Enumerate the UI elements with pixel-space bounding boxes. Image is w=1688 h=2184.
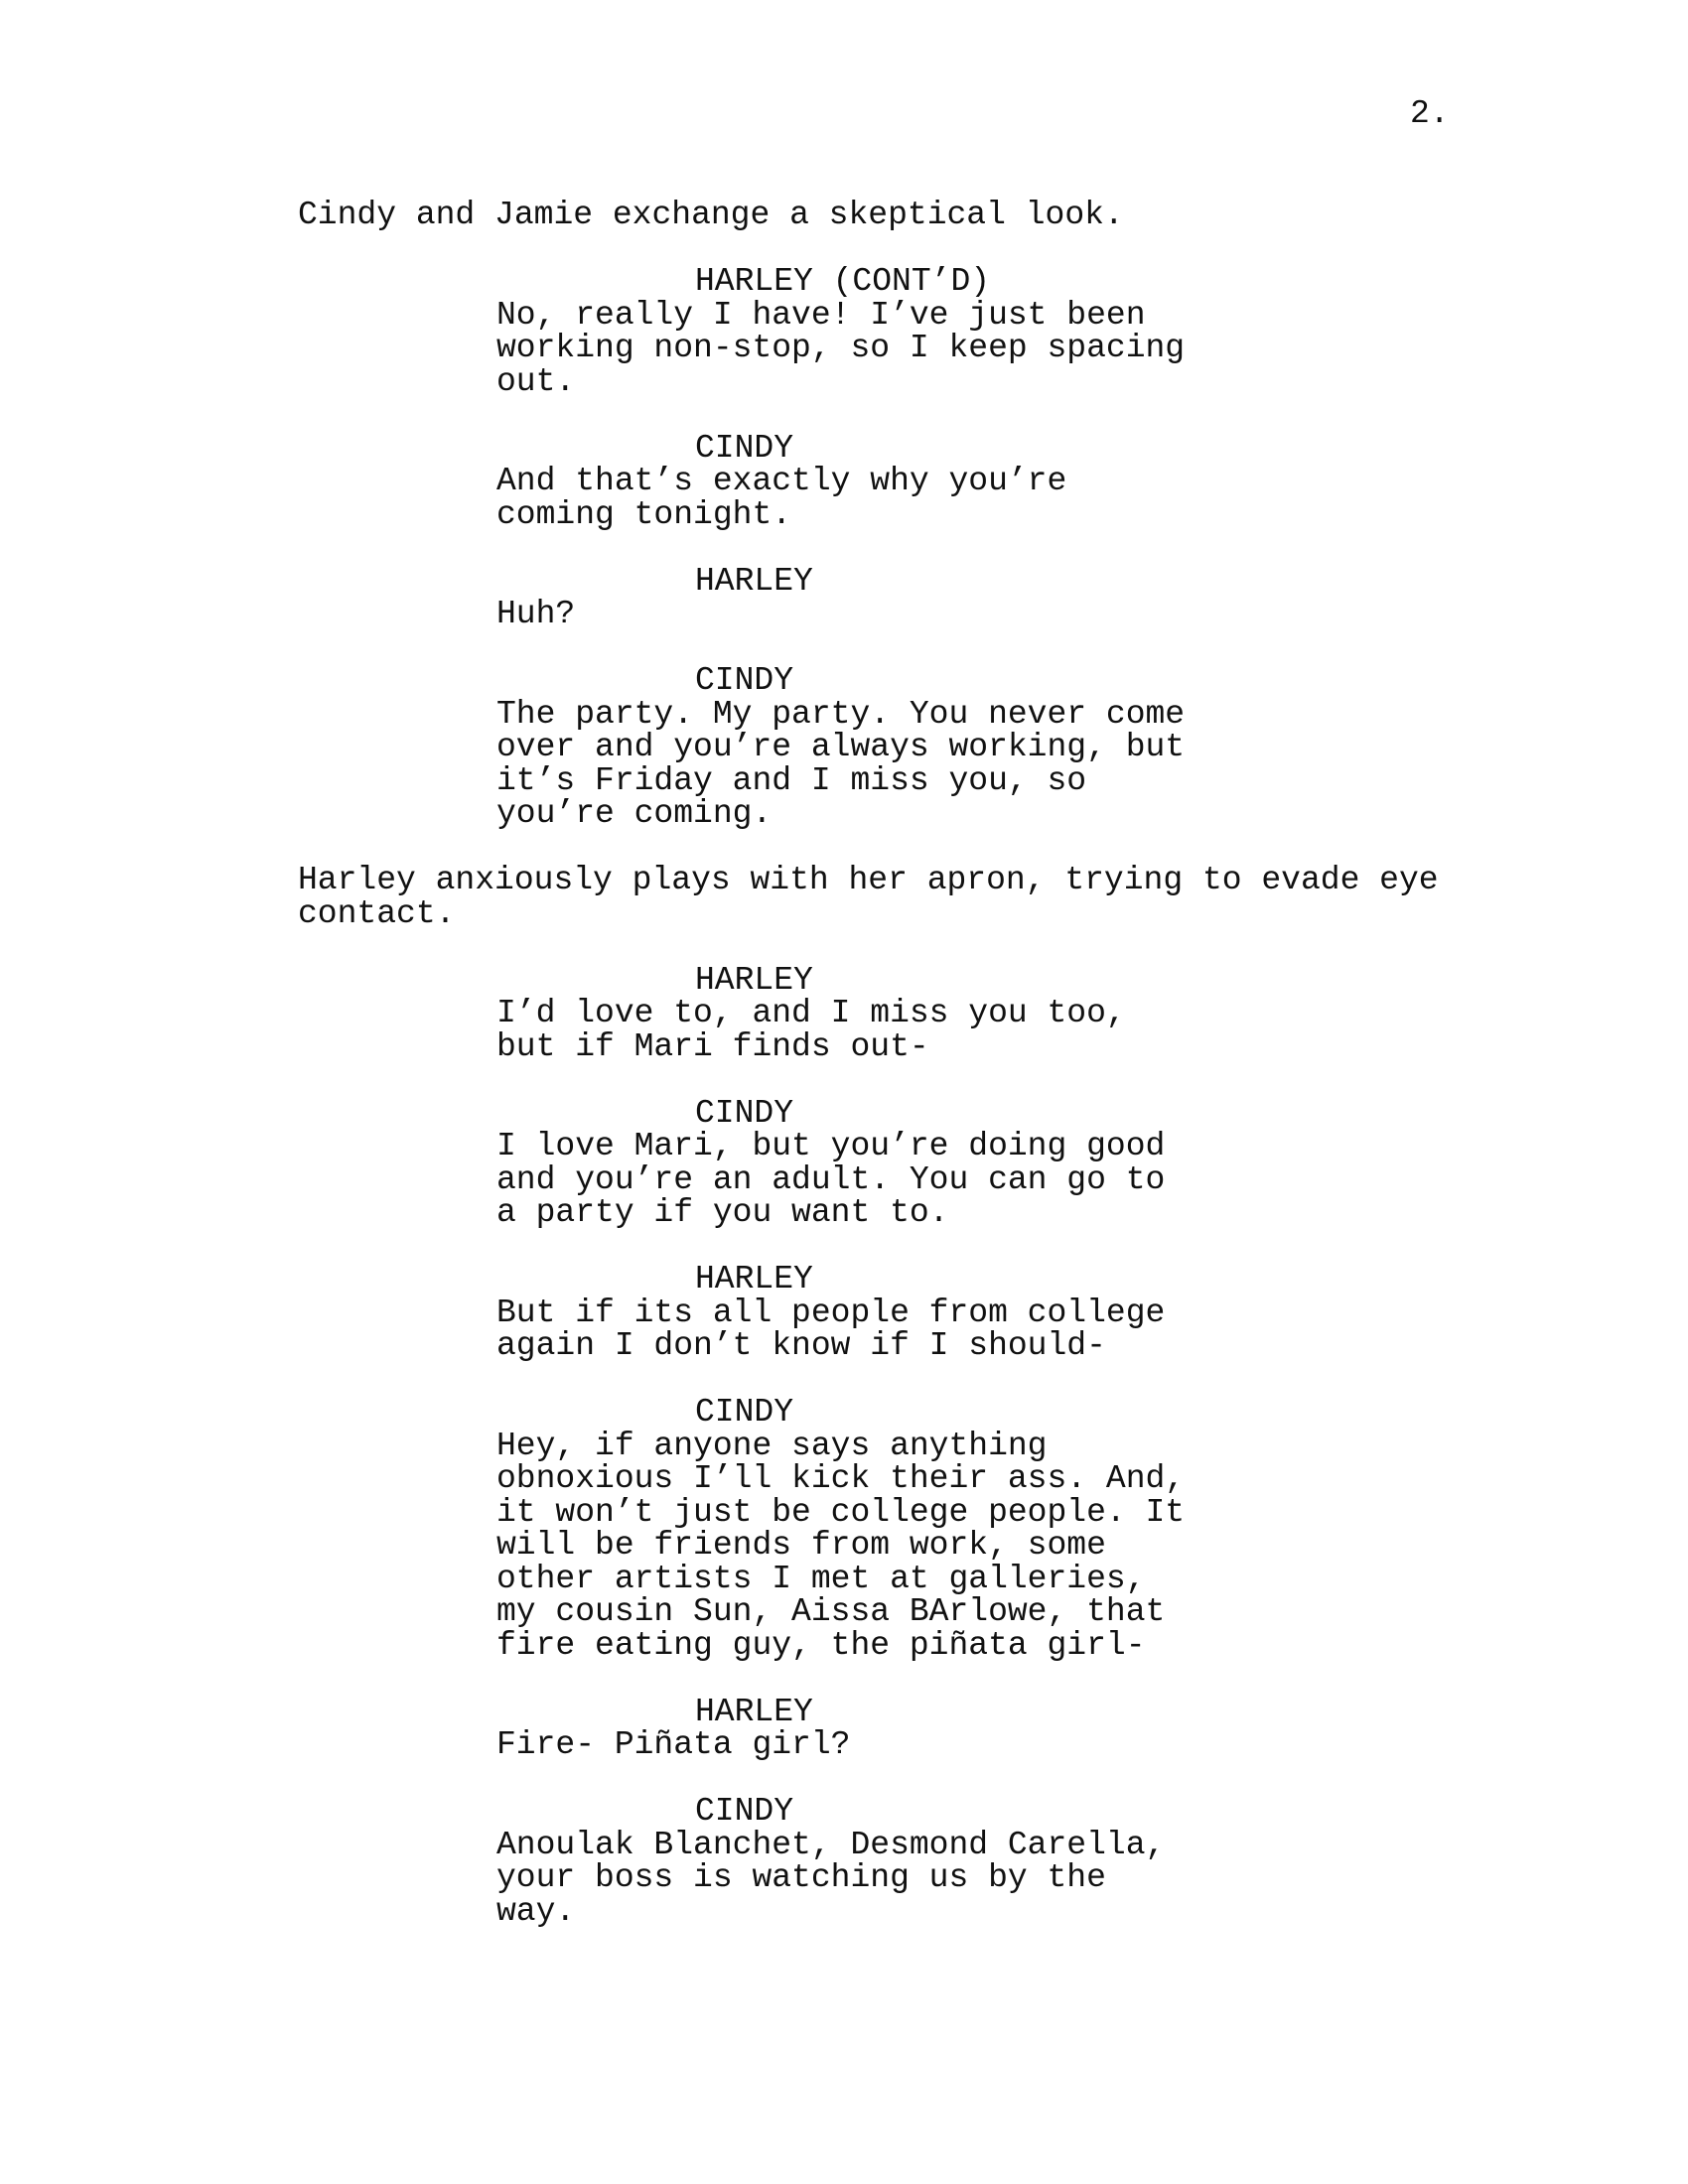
script-line: No, really I have! I’ve just been	[496, 296, 1146, 334]
script-line: a party if you want to.	[496, 1194, 949, 1231]
script-line: fire eating guy, the piñata girl-	[496, 1626, 1146, 1664]
dialogue-block	[496, 465, 1211, 531]
script-line: will be friends from work, some	[496, 1527, 1106, 1564]
script-line: Anoulak Blanchet, Desmond Carella,	[496, 1826, 1166, 1863]
script-line: it won’t just be college people. It	[496, 1493, 1186, 1531]
dialogue-block	[496, 1427, 1211, 1664]
character-cue: HARLEY	[695, 1261, 813, 1297]
script-line: out.	[496, 362, 576, 400]
script-line: I love Mari, but you’re doing good	[496, 1128, 1166, 1164]
script-line: it’s Friday and I miss you, so	[496, 761, 1087, 799]
script-line: my cousin Sun, Aissa BArlowe, that	[496, 1593, 1166, 1630]
script-line: Harley anxiously plays with her apron, trying to evade eye	[298, 862, 1439, 898]
dialogue-block	[496, 598, 1211, 631]
character-cue: HARLEY	[695, 961, 813, 999]
script-line: your boss is watching us by the	[496, 1859, 1106, 1896]
character-cue: CINDY	[695, 429, 794, 467]
dialogue-block	[496, 1826, 1211, 1930]
character-cue: CINDY	[695, 1394, 794, 1431]
script-line: Hey, if anyone says anything	[496, 1427, 1048, 1464]
script-line: working non-stop, so I keep spacing	[496, 330, 1186, 366]
script-line: way.	[496, 1892, 576, 1930]
dialogue-block	[496, 695, 1211, 832]
action-line	[298, 864, 1440, 930]
script-line: Fire- Piñata girl?	[496, 1726, 851, 1763]
dialogue-block	[496, 997, 1211, 1063]
script-line: And that’s exactly why you’re	[496, 463, 1067, 499]
script-line: I’d love to, and I miss you too,	[496, 995, 1126, 1031]
action-line: Cindy and Jamie exchange a skeptical look.	[298, 197, 1124, 233]
script-line: you’re coming.	[496, 795, 773, 832]
page-number: 2.	[1410, 95, 1450, 132]
script-line: obnoxious I’ll kick their ass. And,	[496, 1460, 1186, 1497]
script-line: other artists I met at galleries,	[496, 1560, 1146, 1597]
screenplay-body	[0, 199, 1688, 1928]
script-line: again I don’t know if I should-	[496, 1327, 1106, 1364]
character-cue: CINDY	[695, 1793, 794, 1830]
script-line: but if Mari finds out-	[496, 1027, 929, 1065]
dialogue-block	[496, 1294, 1211, 1364]
character-cue: CINDY	[695, 662, 794, 699]
script-line: and you’re an adult. You can go to	[496, 1160, 1166, 1198]
script-line: The party. My party. You never come	[496, 695, 1186, 733]
character-cue: HARLEY	[695, 1693, 813, 1730]
character-cue: HARLEY	[695, 562, 813, 600]
script-line: coming tonight.	[496, 495, 792, 533]
dialogue-block	[496, 1728, 1211, 1762]
script-line: Huh?	[496, 596, 576, 632]
script-line: over and you’re always working, but	[496, 729, 1186, 765]
dialogue-block	[496, 296, 1211, 400]
script-line: But if its all people from college	[496, 1294, 1166, 1331]
character-cue: HARLEY (CONT’D)	[695, 263, 991, 300]
character-cue: CINDY	[695, 1094, 794, 1132]
dialogue-block	[496, 1130, 1211, 1230]
script-line: contact.	[298, 894, 456, 932]
